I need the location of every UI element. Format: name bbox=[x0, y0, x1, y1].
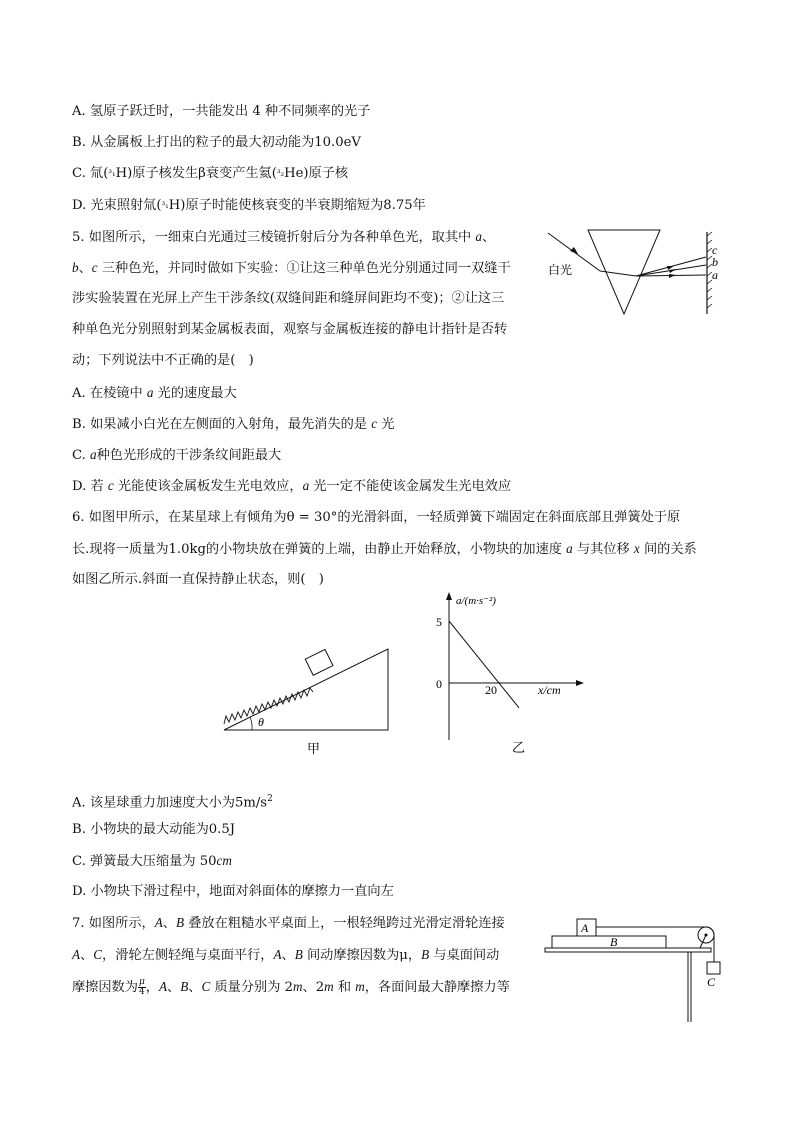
pulley-figure bbox=[540, 912, 730, 1027]
y-axis-label: a/(m·s⁻²) bbox=[456, 595, 496, 607]
block-b bbox=[552, 936, 666, 948]
angle-arc bbox=[250, 717, 252, 730]
q4-option-a: A. 氢原子跃迁时，一共能发出 4 种不同频率的光子 bbox=[72, 104, 371, 119]
q7-stem-line1: 7. 如图所示，A、B 叠放在粗糙水平桌面上，一根轻绳跨过光滑定滑轮连接 bbox=[72, 915, 505, 931]
series-line bbox=[449, 621, 519, 708]
q6-option-d: D. 小物块下滑过程中，地面对斜面体的摩擦力一直向左 bbox=[72, 884, 394, 899]
x-axis-label: x/cm bbox=[538, 683, 561, 697]
q5-option-b: B. 如果减小白光在左侧面的入射角，最先消失的是 c 光 bbox=[72, 416, 395, 432]
block bbox=[305, 649, 333, 675]
x-tick-label: 20 bbox=[485, 683, 497, 697]
q5-stem-line5: 动；下列说法中不正确的是( ) bbox=[72, 353, 254, 368]
q6-stem-line1: 6. 如图甲所示，在某星球上有倾角为θ = 30°的光滑斜面，一轻质弹簧下端固定在斜面底部且弹簧处于原 bbox=[72, 510, 681, 525]
arrow-icon bbox=[667, 266, 674, 270]
q5-stem-line4: 种单色光分别照射到某金属板表面，观察与金属板连接的静电计指针是否转 bbox=[72, 322, 508, 337]
q7-stem-line2: A、C，滑轮左侧轻绳与桌面平行，A、B 间动摩擦因数为μ，B 与桌面间动 bbox=[72, 947, 500, 963]
ax-graph bbox=[420, 590, 600, 758]
y-axis-arrow-icon bbox=[446, 592, 452, 600]
label-a: a bbox=[712, 268, 718, 282]
caption-jia: 甲 bbox=[307, 741, 321, 756]
q6-option-c: C. 弹簧最大压缩量为 50cm bbox=[72, 853, 232, 869]
q5-stem-line3: 涉实验装置在光屏上产生干涉条纹(双缝间距和缝屏间距均不变)；②让这三 bbox=[72, 291, 505, 306]
label-c: C bbox=[707, 975, 716, 989]
q5-option-d: D. 若 c 光能使该金属板发生光电效应，a 光一定不能使该金属发生光电效应 bbox=[72, 478, 512, 494]
label-b: B bbox=[610, 935, 618, 949]
label-a: A bbox=[581, 921, 589, 935]
incline-figure bbox=[212, 640, 397, 760]
origin-label: 0 bbox=[436, 677, 442, 691]
q6-option-b: B. 小物块的最大动能为0.5J bbox=[72, 822, 236, 837]
theta-label: θ bbox=[258, 715, 264, 729]
q4-option-d: D. 光束照射氚(³₁H)原子时能使核衰变的半衰期缩短为8.75年 bbox=[72, 198, 426, 213]
mu-over-4-fraction: $\frac{\mu}{4}$ bbox=[138, 977, 145, 997]
q6-stem-line3: 如图乙所示.斜面一直保持静止状态，则( ) bbox=[72, 572, 324, 587]
block-c bbox=[707, 962, 720, 974]
q5-option-a: A. 在棱镜中 a 光的速度最大 bbox=[72, 385, 237, 401]
q6-option-a: A. 该星球重力加速度大小为$5m/s^2$ bbox=[72, 794, 273, 811]
spring bbox=[224, 688, 313, 724]
white-light-label: 白光 bbox=[548, 263, 573, 277]
label-b: b bbox=[712, 255, 718, 269]
caption-yi: 乙 bbox=[512, 740, 526, 755]
arrow-icon bbox=[669, 269, 676, 273]
internal-ray bbox=[600, 271, 636, 276]
arrow-icon bbox=[570, 247, 578, 254]
q5-option-c: C. a种色光形成的干涉条纹间距最大 bbox=[72, 447, 282, 463]
q6-stem-line2: 长.现将一质量为1.0kg的小物块放在弹簧的上端，由静止开始释放，小物块的加速度 a 与其位移 x 间的关系 bbox=[72, 541, 697, 557]
label-c: c bbox=[712, 243, 718, 257]
arrow-icon bbox=[669, 274, 676, 278]
q7-stem-line3: 摩擦因数为 $\frac{\mu}{4}$ ，A、B、C 质量分别为 2m、2m 和 m，各面间最大静摩擦力等 bbox=[72, 977, 510, 997]
q4-option-c: C. 氚(³₁H)原子核发生β衰变产生氦(³₂He)原子核 bbox=[72, 166, 349, 181]
q4-option-b: B. 从金属板上打出的粒子的最大初动能为10.0eV bbox=[72, 135, 361, 150]
y-tick-label: 5 bbox=[436, 615, 442, 629]
x-axis-arrow-icon bbox=[576, 680, 584, 686]
q5-stem-line2: b、c 三种色光，并同时做如下实验：①让这三种单色光分别通过同一双缝干 bbox=[72, 260, 511, 276]
prism-figure bbox=[540, 224, 730, 320]
q5-stem-line1: 5. 如图所示，一细束白光通过三棱镜折射后分为各种单色光，取其中 a、 bbox=[72, 229, 496, 245]
table-top bbox=[545, 948, 711, 952]
